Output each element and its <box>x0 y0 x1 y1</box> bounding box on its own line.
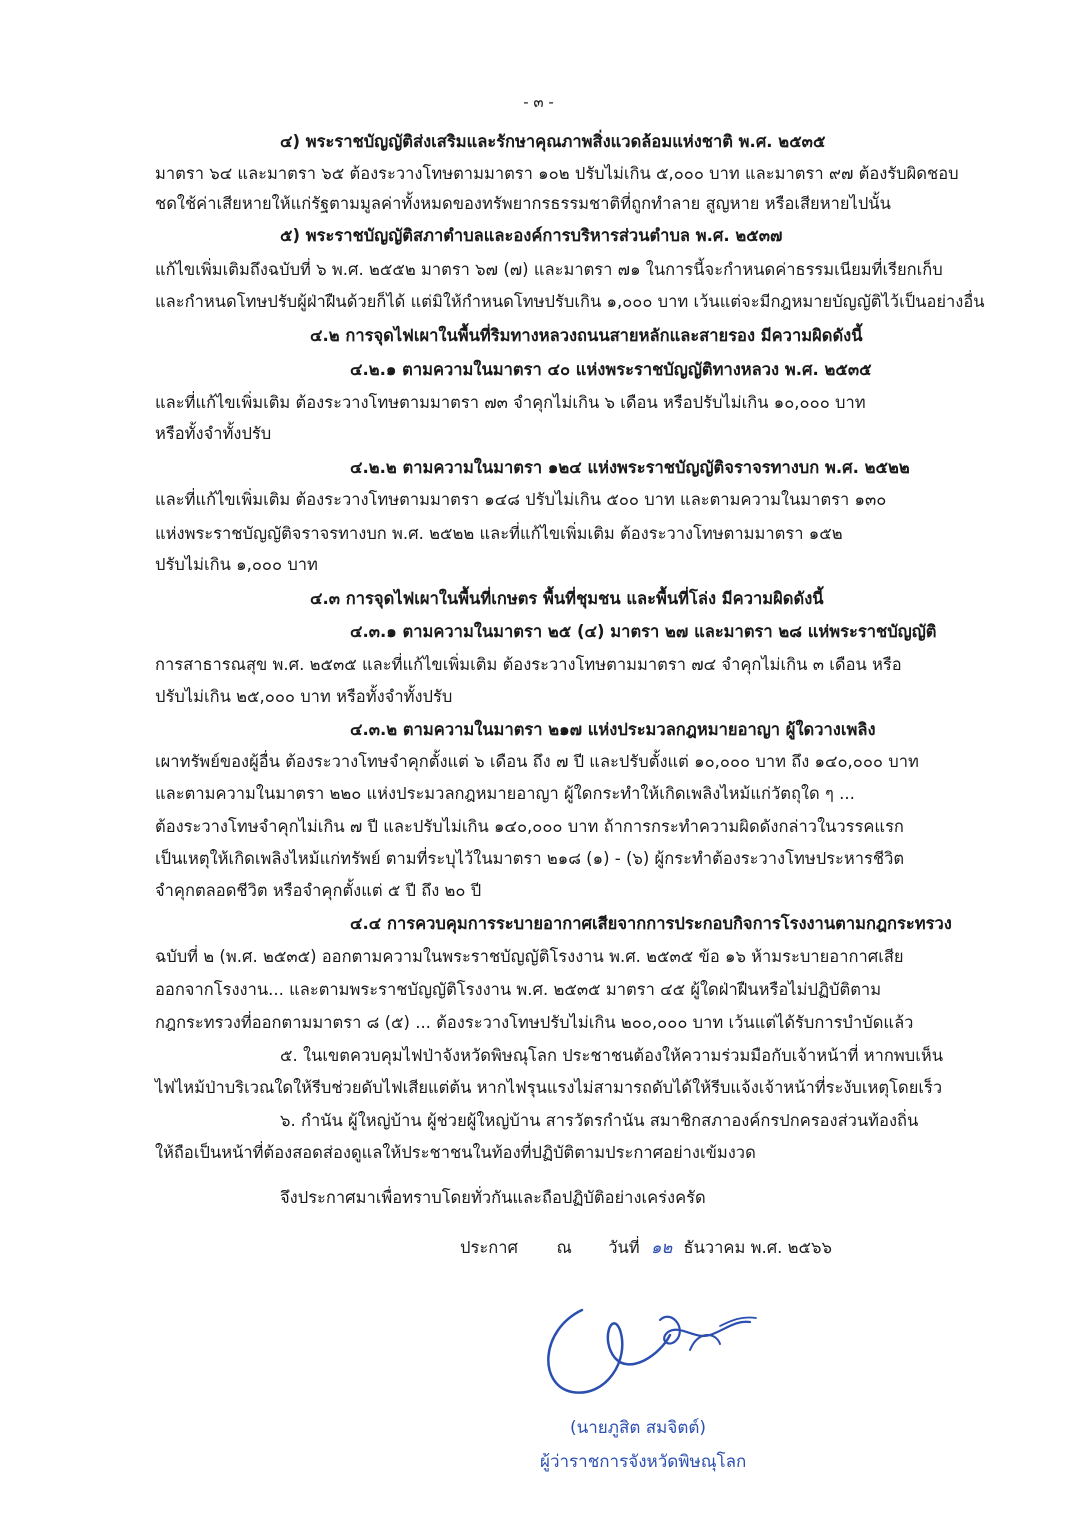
section-4-3-heading: ๔.๓ การจุดไฟเผาในพื้นที่เกษตร พื้นที่ชุมชน และพื้นที่โล่ง มีความผิดดังนี้ <box>310 589 824 608</box>
text-line: มาตรา ๖๔ และมาตรา ๖๕ ต้องระวางโทษตามมาตรา ๑๐๒ ปรับไม่เกิน ๕,๐๐๐ บาท และมาตรา ๙๗ ต้องรับผิดชอบ <box>155 164 959 183</box>
page-number: - ๓ - <box>523 93 554 111</box>
clause-4-3-1: ๔.๓.๑ ตามความในมาตรา ๒๕ (๔) มาตรา ๒๗ และมาตรา ๒๘ แห่พระราชบัญญัติ <box>350 622 937 641</box>
day-label: วันที่ <box>608 1238 640 1257</box>
text-line: ออกจากโรงงาน... และตามพระราชบัญญัติโรงงาน พ.ศ. ๒๕๓๕ มาตรา ๔๕ ผู้ใดฝ่าฝืนหรือไม่ปฏิบัติตาม <box>155 980 882 999</box>
text-line: ชดใช้ค่าเสียหายให้แก่รัฐตามมูลค่าทั้งหมดของทรัพยากรธรรมชาติที่ถูกทำลาย สูญหาย หรือเสียหายไปนั้น <box>155 194 891 213</box>
section-4-2-heading: ๔.๒ การจุดไฟเผาในพื้นที่ริมทางหลวงถนนสายหลักและสายรอง มีความผิดดังนี้ <box>310 326 863 345</box>
announce-at: ณ <box>556 1238 572 1257</box>
clause-4-3-2: ๔.๓.๒ ตามความในมาตรา ๒๑๗ แห่งประมวลกฎหมายอาญา ผู้ใดวางเพลิง <box>350 720 876 739</box>
text-line: ฉบับที่ ๒ (พ.ศ. ๒๕๓๕) ออกตามความในพระราชบัญญัติโรงงาน พ.ศ. ๒๕๓๕ ข้อ ๑๖ ห้ามระบายอากาศเสีย <box>155 947 904 966</box>
day-value: ๑๒ <box>650 1238 673 1257</box>
text-line: ปรับไม่เกิน ๑,๐๐๐ บาท <box>155 555 318 574</box>
clause-4-2-2: ๔.๒.๒ ตามความในมาตรา ๑๒๔ แห่งพระราชบัญญัติจราจรทางบก พ.ศ. ๒๕๒๒ <box>350 458 910 477</box>
signer-title: ผู้ว่าราชการจังหวัดพิษณุโลก <box>540 1452 747 1472</box>
clause-4-2-1: ๔.๒.๑ ตามความในมาตรา ๔๐ แห่งพระราชบัญญัติทางหลวง พ.ศ. ๒๕๓๕ <box>350 360 872 379</box>
text-line: และตามความในมาตรา ๒๒๐ แห่งประมวลกฎหมายอาญา ผู้ใดกระทำให้เกิดเพลิงไหม้แก่วัตถุใด ๆ ... <box>155 784 855 803</box>
text-line: แห่งพระราชบัญญัติจราจรทางบก พ.ศ. ๒๕๒๒ และที่แก้ไขเพิ่มเติม ต้องระวางโทษตามมาตรา ๑๕๒ <box>155 524 843 543</box>
announce-prefix: ประกาศ <box>460 1238 518 1257</box>
text-line: จำคุกตลอดชีวิต หรือจำคุกตั้งแต่ ๕ ปี ถึง ๒๐ ปี <box>155 881 482 900</box>
text-line: กฎกระทรวงที่ออกตามมาตรา ๘ (๕) ... ต้องระวางโทษปรับไม่เกิน ๒๐๐,๐๐๐ บาท เว้นแต่ได้รับการบำบัดแล้ว <box>155 1013 914 1032</box>
item-5: ๕. ในเขตควบคุมไฟป่าจังหวัดพิษณุโลก ประชาชนต้องให้ความร่วมมือกับเจ้าหน้าที่ หากพบเห็น <box>280 1046 944 1065</box>
text-line: ไฟไหม้ป่าบริเวณใดให้รีบช่วยดับไฟเสียแต่ต้น หากไฟรุนแรงไม่สามารถดับได้ให้รีบแจ้งเจ้าหน้าที่ระงับเหตุโดยเร็ว <box>155 1078 943 1097</box>
text-line: ปรับไม่เกิน ๒๕,๐๐๐ บาท หรือทั้งจำทั้งปรับ <box>155 687 453 706</box>
section-4-4-heading: ๔.๔ การควบคุมการระบายอากาศเสียจากการประกอบกิจการโรงงานตามกฎกระทรวง <box>350 914 952 933</box>
text-line: และที่แก้ไขเพิ่มเติม ต้องระวางโทษตามมาตรา ๑๔๘ ปรับไม่เกิน ๕๐๐ บาท และตามความในมาตรา ๑๓๐ <box>155 490 887 509</box>
month-year: ธันวาคม พ.ศ. ๒๕๖๖ <box>683 1238 832 1257</box>
text-line: และที่แก้ไขเพิ่มเติม ต้องระวางโทษตามมาตรา ๗๓ จำคุกไม่เกิน ๖ เดือน หรือปรับไม่เกิน ๑๐,๐๐๐ บาท <box>155 393 866 412</box>
text-line: เป็นเหตุให้เกิดเพลิงไหม้แก่ทรัพย์ ตามที่ระบุไว้ในมาตรา ๒๑๘ (๑) - (๖) ผู้กระทำต้องระวางโทษประหารชีวิต <box>155 849 905 868</box>
text-line: ให้ถือเป็นหน้าที่ต้องสอดส่องดูแลให้ประชาชนในท้องที่ปฏิบัติตามประกาศอย่างเข้มงวด <box>155 1143 756 1162</box>
closing-statement: จึงประกาศมาเพื่อทราบโดยทั่วกันและถือปฏิบัติอย่างเคร่งครัด <box>280 1188 706 1207</box>
signer-name: (นายภูสิต สมจิตต์) <box>570 1418 707 1438</box>
item-6: ๖. กำนัน ผู้ใหญ่บ้าน ผู้ช่วยผู้ใหญ่บ้าน สารวัตรกำนัน สมาชิกสภาองค์กรปกครองส่วนท้องถิ่น <box>280 1111 919 1130</box>
text-line: เผาทรัพย์ของผู้อื่น ต้องระวางโทษจำคุกตั้งแต่ ๖ เดือน ถึง ๗ ปี และปรับตั้งแต่ ๑๐,๐๐๐ บาท ถึง ๑๔๐,๐๐๐ บาท <box>155 752 919 771</box>
text-line: หรือทั้งจำทั้งปรับ <box>155 424 272 443</box>
text-line: และกำหนดโทษปรับผู้ฝ่าฝืนด้วยก็ได้ แต่มิให้กำหนดโทษปรับเกิน ๑,๐๐๐ บาท เว้นแต่จะมีกฎหมายบัญญัติไว้เป็นอย่างอื่น <box>155 292 985 311</box>
clause-4-4: ๔) พระราชบัญญัติส่งเสริมและรักษาคุณภาพสิ่งแวดล้อมแห่งชาติ พ.ศ. ๒๕๓๕ <box>280 132 826 151</box>
announce-date-line <box>460 1234 880 1262</box>
text-line: แก้ไขเพิ่มเติมถึงฉบับที่ ๖ พ.ศ. ๒๕๕๒ มาตรา ๖๗ (๗) และมาตรา ๗๑ ในการนี้จะกำหนดค่าธรรมเนียมที่เรียกเก็บ <box>155 260 943 279</box>
clause-4-5: ๕) พระราชบัญญัติสภาตำบลและองค์การบริหารส่วนตำบล พ.ศ. ๒๕๓๗ <box>280 226 783 245</box>
text-line: การสาธารณสุข พ.ศ. ๒๕๓๕ และที่แก้ไขเพิ่มเติม ต้องระวางโทษตามมาตรา ๗๔ จำคุกไม่เกิน ๓ เดือน หรือ <box>155 655 902 674</box>
text-line: ต้องระวางโทษจำคุกไม่เกิน ๗ ปี และปรับไม่เกิน ๑๔๐,๐๐๐ บาท ถ้าการกระทำความผิดดังกล่าวในวรรคแรก <box>155 817 904 836</box>
